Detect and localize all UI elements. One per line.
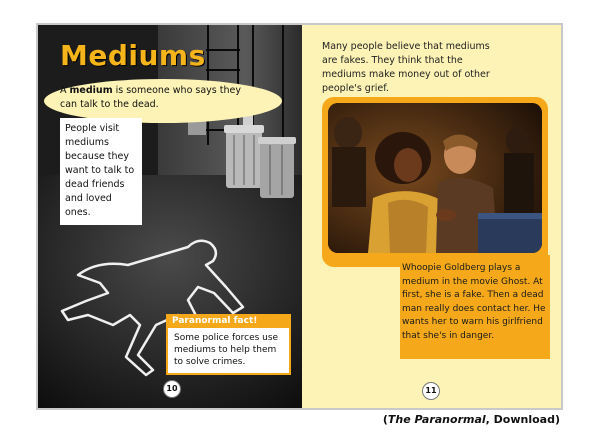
movie-still-frame — [322, 97, 548, 267]
photo-caption: Whoopie Goldberg plays a medium in the movie Ghost. At first, she is a fake. Then a dead man really does contact her. He wants her to warn his girlfriend that she's in danger. — [402, 263, 546, 341]
definition-term: medium — [69, 85, 113, 96]
movie-still-photo — [328, 103, 542, 253]
definition-text: A medium is someone who says they can talk to the dead. — [60, 85, 241, 110]
intro-paragraph: Many people believe that mediums are fakes. They think that the mediums make money out of other people's grief. — [322, 41, 490, 94]
page-title: Mediums — [60, 39, 206, 72]
paranormal-fact-box — [166, 314, 291, 375]
page-number-right: 11 — [422, 382, 440, 400]
right-page — [302, 25, 563, 408]
page-number-left: 10 — [163, 380, 181, 398]
source-citation: (The Paranormal, Download) — [382, 413, 560, 426]
fact-text: Some police forces use mediums to help them to solve crimes. — [166, 328, 291, 375]
info-box: People visit mediums because they want to talk to dead friends and loved ones. — [60, 118, 142, 225]
left-page — [38, 25, 302, 408]
book-spread — [36, 23, 563, 410]
source-book-title: The Paranormal — [387, 413, 486, 426]
fact-heading: Paranormal fact! — [166, 314, 291, 328]
